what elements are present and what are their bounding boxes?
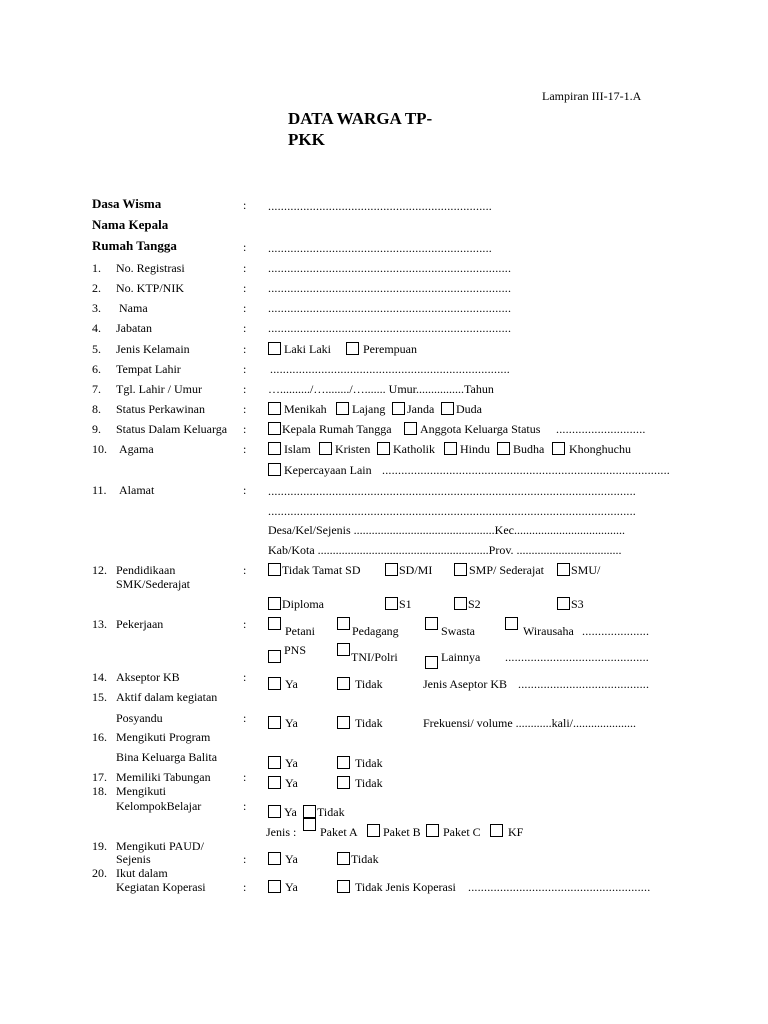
form-title-line2: PKK <box>288 130 325 149</box>
posyandu-label: Posyandu <box>116 711 163 725</box>
item-number: 6. <box>92 362 101 376</box>
status-keluarga-field[interactable]: ............................ <box>556 422 646 436</box>
akseptor-tidak-label: Tidak <box>355 677 383 691</box>
lainnya-checkbox[interactable] <box>425 656 438 669</box>
anggota-keluarga-checkbox[interactable] <box>404 422 417 435</box>
posyandu-tidak-checkbox[interactable] <box>337 716 350 729</box>
akseptor-tidak-checkbox[interactable] <box>337 677 350 690</box>
paket-c-label: Paket C <box>443 825 481 839</box>
khonghuchu-checkbox[interactable] <box>552 442 565 455</box>
colon: : <box>243 880 247 894</box>
s1-checkbox[interactable] <box>385 597 398 610</box>
smp-checkbox[interactable] <box>454 563 467 576</box>
nama-label: Nama <box>119 301 148 315</box>
item-number: 18. <box>92 784 107 798</box>
akseptor-ya-checkbox[interactable] <box>268 677 281 690</box>
anggota-keluarga-label: Anggota Keluarga Status <box>420 422 541 436</box>
frekuensi-field[interactable]: Frekuensi/ volume ............kali/..................... <box>423 716 636 730</box>
swasta-label: Swasta <box>441 624 475 638</box>
swasta-checkbox[interactable] <box>425 617 438 630</box>
form-title-line1: DATA WARGA TP- <box>288 109 433 128</box>
paud-tidak-label: Tidak <box>351 852 379 866</box>
item-number: 4. <box>92 321 101 335</box>
janda-label: Janda <box>407 402 435 416</box>
kf-label: KF <box>508 825 524 839</box>
item-number: 2. <box>92 281 101 295</box>
colon: : <box>243 198 247 212</box>
item-number: 17. <box>92 770 107 784</box>
diploma-checkbox[interactable] <box>268 597 281 610</box>
ikut-dalam-label: Ikut dalam <box>116 866 168 880</box>
islam-label: Islam <box>284 442 311 456</box>
laki-laki-checkbox[interactable] <box>268 342 281 355</box>
paket-b-checkbox[interactable] <box>367 824 380 837</box>
paud-ya-label: Ya <box>285 852 298 866</box>
agama-label: Agama <box>119 442 154 456</box>
tidak-tamat-sd-checkbox[interactable] <box>268 563 281 576</box>
jenis-kelamin-label: Jenis Kelamain <box>116 342 190 356</box>
jenis-aseptor-field[interactable]: ......................................... <box>518 677 650 691</box>
posyandu-ya-checkbox[interactable] <box>268 716 281 729</box>
colon: : <box>243 770 247 784</box>
item-number: 1. <box>92 261 101 275</box>
status-dalam-keluarga-label: Status Dalam Keluarga <box>116 422 228 436</box>
budha-label: Budha <box>513 442 545 456</box>
tempat-lahir-field[interactable]: ........................................................................... <box>270 362 510 376</box>
kegiatan-koperasi-label: Kegiatan Koperasi <box>116 880 206 894</box>
perempuan-label: Perempuan <box>363 342 417 356</box>
lajang-label: Lajang <box>352 402 386 416</box>
paket-a-label: Paket A <box>320 825 358 839</box>
koperasi-ya-checkbox[interactable] <box>268 880 281 893</box>
s2-label: S2 <box>468 597 481 611</box>
alamat-field-line1[interactable]: ................................................................................................................... <box>268 484 636 498</box>
colon: : <box>243 563 247 577</box>
jenis-koperasi-label: Tidak Jenis Koperasi <box>355 880 456 894</box>
no-ktp-field[interactable]: ............................................................................ <box>268 281 512 295</box>
sejenis-label: Sejenis <box>116 852 151 866</box>
tidak-tamat-sd-label: Tidak Tamat SD <box>282 563 361 577</box>
pekerjaan-label: Pekerjaan <box>116 617 164 631</box>
kab-prov-field[interactable]: Kab/Kota .........................................................Prov. ................................... <box>268 543 622 557</box>
colon: : <box>243 342 247 356</box>
tabungan-ya-label: Ya <box>285 776 298 790</box>
item-number: 16. <box>92 730 107 744</box>
alamat-field-line2[interactable]: ................................................................................................................... <box>268 504 636 518</box>
colon: : <box>243 670 247 684</box>
kelompok-ya-label: Ya <box>284 805 297 819</box>
wirausaha-checkbox[interactable] <box>505 617 518 630</box>
tgl-lahir-label: Tgl. Lahir / Umur <box>116 382 202 396</box>
item-number: 10. <box>92 442 107 456</box>
dasa-wisma-label: Dasa Wisma <box>92 196 162 211</box>
sd-mi-label: SD/MI <box>399 563 433 577</box>
colon: : <box>243 281 247 295</box>
memiliki-tabungan-label: Memiliki Tabungan <box>116 770 211 784</box>
khonghuchu-label: Khonghuchu <box>569 442 631 456</box>
wirausaha-field[interactable]: ..................... <box>582 624 650 638</box>
tabungan-tidak-label: Tidak <box>355 776 383 790</box>
koperasi-tidak-checkbox[interactable] <box>337 880 350 893</box>
s1-label: S1 <box>399 597 412 611</box>
smu-checkbox[interactable] <box>557 563 570 576</box>
duda-label: Duda <box>456 402 482 416</box>
aktif-kegiatan-label: Aktif dalam kegiatan <box>116 690 218 704</box>
jenis-aseptor-label: Jenis Aseptor KB <box>423 677 507 691</box>
duda-checkbox[interactable] <box>441 402 454 415</box>
colon: : <box>243 301 247 315</box>
menikah-checkbox[interactable] <box>268 402 281 415</box>
paud-tidak-checkbox[interactable] <box>337 852 350 865</box>
no-registrasi-field[interactable]: ............................................................................ <box>268 261 512 275</box>
paket-a-checkbox[interactable] <box>303 818 316 831</box>
mengikuti-label: Mengikuti <box>116 784 166 798</box>
colon: : <box>243 711 247 725</box>
petani-label: Petani <box>285 624 315 638</box>
katholik-checkbox[interactable] <box>377 442 390 455</box>
kelompok-belajar-label: KelompokBelajar <box>116 799 202 813</box>
tni-polri-label: TNI/Polri <box>351 650 398 664</box>
akseptor-ya-label: Ya <box>285 677 298 691</box>
posyandu-tidak-label: Tidak <box>355 716 383 730</box>
perempuan-checkbox[interactable] <box>346 342 359 355</box>
colon: : <box>243 852 247 866</box>
kristen-checkbox[interactable] <box>319 442 332 455</box>
paud-ya-checkbox[interactable] <box>268 852 281 865</box>
pns-checkbox[interactable] <box>268 650 281 663</box>
item-number: 9. <box>92 422 101 436</box>
kepercayaan-lain-field[interactable]: .......................................................................................... <box>382 463 670 477</box>
jenis-label: Jenis : <box>266 825 297 839</box>
laki-laki-label: Laki Laki <box>284 342 331 356</box>
kristen-label: Kristen <box>335 442 371 456</box>
lampiran-label: Lampiran III-17-1.A <box>542 89 642 103</box>
katholik-label: Katholik <box>393 442 435 456</box>
nama-kepala-label: Nama Kepala <box>92 217 169 232</box>
posyandu-ya-label: Ya <box>285 716 298 730</box>
colon: : <box>243 382 247 396</box>
hindu-label: Hindu <box>460 442 490 456</box>
no-ktp-label: No. KTP/NIK <box>116 281 184 295</box>
colon: : <box>243 617 247 631</box>
janda-checkbox[interactable] <box>392 402 405 415</box>
s3-label: S3 <box>571 597 584 611</box>
rumah-tangga-label: Rumah Tangga <box>92 238 177 253</box>
sd-mi-checkbox[interactable] <box>385 563 398 576</box>
colon: : <box>243 483 247 497</box>
item-number: 8. <box>92 402 101 416</box>
bkb-ya-checkbox[interactable] <box>268 756 281 769</box>
islam-checkbox[interactable] <box>268 442 281 455</box>
smu-label: SMU/ <box>571 563 601 577</box>
item-number: 7. <box>92 382 101 396</box>
akseptor-kb-label: Akseptor KB <box>116 670 180 684</box>
item-number: 20. <box>92 866 107 880</box>
kelompok-ya-checkbox[interactable] <box>268 805 281 818</box>
mengikuti-program-label: Mengikuti Program <box>116 730 211 744</box>
wirausaha-label: Wirausaha <box>523 624 574 638</box>
item-number: 5. <box>92 342 101 356</box>
item-number: 12. <box>92 563 107 577</box>
colon: : <box>243 261 247 275</box>
colon: : <box>243 422 247 436</box>
paket-c-checkbox[interactable] <box>426 824 439 837</box>
item-number: 14. <box>92 670 107 684</box>
colon: : <box>243 240 247 254</box>
status-perkawinan-label: Status Perkawinan <box>116 402 205 416</box>
desa-kec-field[interactable]: Desa/Kel/Sejenis ...............................................Kec..................................... <box>268 523 625 537</box>
kepercayaan-lain-label: Kepercayaan Lain <box>284 463 372 477</box>
lainnya-label: Lainnya <box>441 650 481 664</box>
bkb-ya-label: Ya <box>285 756 298 770</box>
hindu-checkbox[interactable] <box>444 442 457 455</box>
kelompok-tidak-label: Tidak <box>317 805 345 819</box>
smp-label: SMP/ Sederajat <box>469 563 544 577</box>
kepala-rumah-tangga-checkbox[interactable] <box>268 422 281 435</box>
item-number: 11. <box>92 483 107 497</box>
tempat-lahir-label: Tempat Lahir <box>116 362 181 376</box>
pns-label: PNS <box>284 643 307 657</box>
tabungan-ya-checkbox[interactable] <box>268 776 281 789</box>
pedagang-label: Pedagang <box>352 624 399 638</box>
s3-checkbox[interactable] <box>557 597 570 610</box>
koperasi-ya-label: Ya <box>285 880 298 894</box>
bkb-tidak-checkbox[interactable] <box>337 756 350 769</box>
diploma-label: Diploma <box>282 597 324 611</box>
petani-checkbox[interactable] <box>268 617 281 630</box>
colon: : <box>243 402 247 416</box>
tgl-lahir-field[interactable]: …........../…......../…....... Umur................Tahun <box>268 382 494 396</box>
jenis-koperasi-field[interactable]: ......................................................... <box>468 880 651 894</box>
colon: : <box>243 442 247 456</box>
kepercayaan-lain-checkbox[interactable] <box>268 463 281 476</box>
item-number: 3. <box>92 301 101 315</box>
lajang-checkbox[interactable] <box>336 402 349 415</box>
tabungan-tidak-checkbox[interactable] <box>337 776 350 789</box>
kepala-rumah-tangga-label: Kepala Rumah Tangga <box>282 422 392 436</box>
jabatan-label: Jabatan <box>116 321 152 335</box>
paket-b-label: Paket B <box>383 825 421 839</box>
mengikuti-paud-label: Mengikuti PAUD/ <box>116 839 204 853</box>
nama-field[interactable]: ............................................................................ <box>268 301 512 315</box>
pedagang-checkbox[interactable] <box>337 617 350 630</box>
colon: : <box>243 799 247 813</box>
bkb-tidak-label: Tidak <box>355 756 383 770</box>
tni-polri-checkbox[interactable] <box>337 643 350 656</box>
dasa-wisma-field[interactable]: ...................................................................... <box>268 199 492 213</box>
no-registrasi-label: No. Registrasi <box>116 261 185 275</box>
lainnya-field[interactable]: ............................................. <box>505 650 649 664</box>
colon: : <box>243 362 247 376</box>
colon: : <box>243 321 247 335</box>
pendidikan-label: Pendidikaan <box>116 563 176 577</box>
item-number: 19. <box>92 839 107 853</box>
budha-checkbox[interactable] <box>497 442 510 455</box>
jabatan-field[interactable]: ............................................................................ <box>268 321 512 335</box>
kf-checkbox[interactable] <box>490 824 503 837</box>
s2-checkbox[interactable] <box>454 597 467 610</box>
kelompok-tidak-checkbox[interactable] <box>303 805 316 818</box>
menikah-label: Menikah <box>284 402 327 416</box>
bina-keluarga-balita-label: Bina Keluarga Balita <box>116 750 218 764</box>
rumah-tangga-field[interactable]: ...................................................................... <box>268 241 492 255</box>
pendidikan-label-line2: SMK/Sederajat <box>116 577 190 591</box>
item-number: 15. <box>92 690 107 704</box>
item-number: 13. <box>92 617 107 631</box>
alamat-label: Alamat <box>119 483 155 497</box>
